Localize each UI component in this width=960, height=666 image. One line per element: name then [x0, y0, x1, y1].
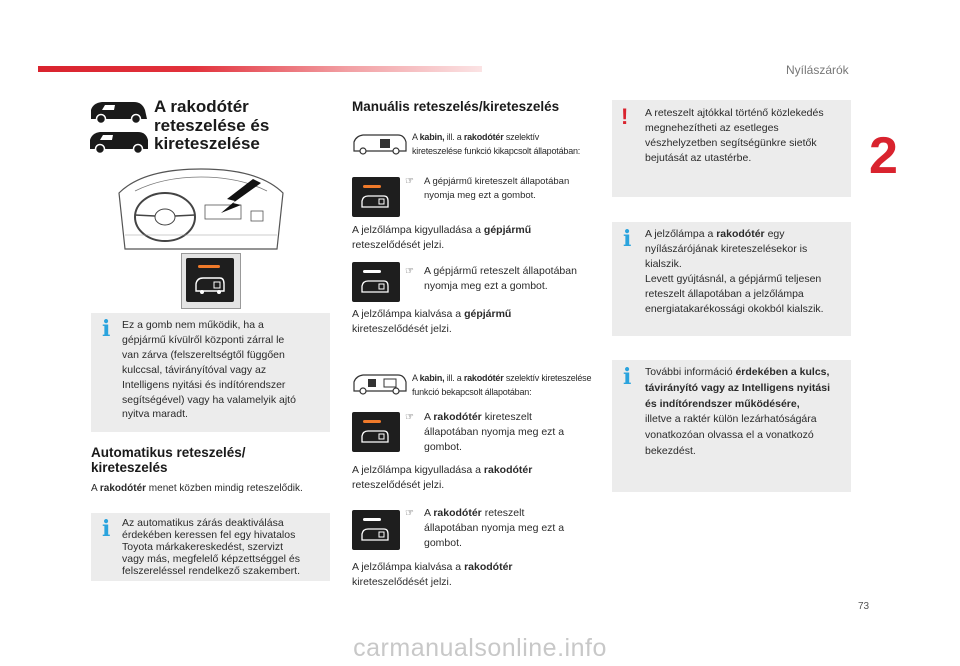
- result4-text: A jelzőlámpa kialvása a rakodótér kireteszelődését jelzi.: [352, 561, 513, 588]
- step-arrow: ☞: [405, 176, 414, 187]
- result3-text: A jelzőlámpa kigyulladása a rakodótér reteszelődését jelzi.: [352, 464, 533, 491]
- van-padlock-icon: [352, 132, 408, 156]
- cargo-van-lock-icon: [360, 278, 392, 296]
- info-icon: i: [102, 516, 111, 542]
- manual-lock-heading: Manuális reteszelés/kireteszelés: [352, 99, 560, 114]
- lock-button-lit: [352, 177, 400, 217]
- step-arrow: ☞: [405, 266, 414, 277]
- auto-lock-text: A rakodótér menet közben mindig reteszelődik.: [91, 483, 303, 494]
- cargo-van-lock-icon: [360, 193, 392, 211]
- header-accent-bar: [38, 66, 482, 72]
- chapter-number: 2: [869, 127, 898, 185]
- cargo-lock-button-unlit: [352, 510, 400, 550]
- warning-icon: !: [621, 104, 629, 129]
- warning-text: A reteszelt ajtókkal történő közlekedés megnehezítheti az esetleges vészhelyzetben segítségünkre sietők bejutását az utastérbe.: [645, 107, 824, 164]
- dashboard-illustration: [113, 165, 288, 253]
- step1-text: A gépjármű kireteszelt állapotában nyomja meg ezt a gombot.: [424, 176, 570, 201]
- info-icon: i: [102, 316, 111, 342]
- step2-text: A gépjármű reteszelt állapotában nyomja meg ezt a gombot.: [424, 265, 577, 292]
- page-number: 73: [858, 601, 870, 612]
- result2-text: A jelzőlámpa kialvása a gépjármű kireteszelődését jelzi.: [352, 308, 512, 335]
- condition-selective-on: A kabin, ill. a rakodótér szelektív kireteszelése funkció bekapcsolt állapotában:: [412, 373, 592, 397]
- info-text-more-info: További információ érdekében a kulcs, távirányító vagy az Intelligens nyitási és indítórendszer működésére, illetve a raktér külön lezárhatóságára vonatkozóan olvassa el a vonatkozó bekezdést.: [645, 366, 830, 457]
- step4-text: A rakodótér reteszelt állapotában nyomja meg ezt a gombot.: [424, 507, 565, 549]
- cargo-lock-button-lit: [352, 412, 400, 452]
- van-long-icon: [88, 128, 150, 154]
- info-icon: i: [623, 226, 632, 252]
- cargo-van-lock-icon: [360, 428, 392, 446]
- info-icon: i: [623, 364, 632, 390]
- info-text-indicator: A jelzőlámpa a rakodótér egy nyílászárójának kireteszelésekor is kialszik. Levett gyújtásnál, a gépjármű teljesen reteszelt állapotában a jelzőlámpa energiatakarékossági okokból kialszik.: [645, 228, 824, 315]
- lock-button-unlit: [352, 262, 400, 302]
- step3-text: A rakodótér kireteszelt állapotában nyomja meg ezt a gombot.: [424, 411, 565, 453]
- watermark: carmanualsonline.info: [353, 634, 607, 662]
- cargo-lock-button-closeup: [186, 258, 234, 302]
- info-text-auto-lock-deactivation: Az automatikus zárás deaktiválása érdekében keressen fel egy hivatalos Toyota márkakereskedést, szervizt vagy más, megfelelő képzettséggel és felszereléssel rendelkező szakembert.: [122, 517, 301, 578]
- step-arrow: ☞: [405, 508, 414, 519]
- section-title: Nyílászárók: [786, 63, 849, 77]
- van-padlock-icon-selective: [352, 372, 408, 396]
- info-text-button-inactive: Ez a gomb nem működik, ha a gépjármű kívülről központi zárral le van zárva (felszereltségtől függően kulccsal, távirányítóval vagy az Intelligens nyitási és indítórendszer segítségével) vagy ha valamelyik ajtó nyitva maradt.: [122, 319, 296, 421]
- condition-selective-off: A kabin, ill. a rakodótér szelektív kireteszelése funkció kikapcsolt állapotában:: [412, 132, 581, 156]
- step-arrow: ☞: [405, 412, 414, 423]
- van-short-icon: [88, 98, 150, 124]
- page-title: A rakodótér reteszelése és kireteszelése: [154, 97, 270, 154]
- auto-lock-heading: Automatikus reteszelés/ kireteszelés: [91, 445, 246, 475]
- cargo-van-lock-icon: [360, 526, 392, 544]
- cargo-van-lock-icon: [194, 275, 228, 295]
- result1-text: A jelzőlámpa kigyulladása a gépjármű reteszelődését jelzi.: [352, 224, 532, 251]
